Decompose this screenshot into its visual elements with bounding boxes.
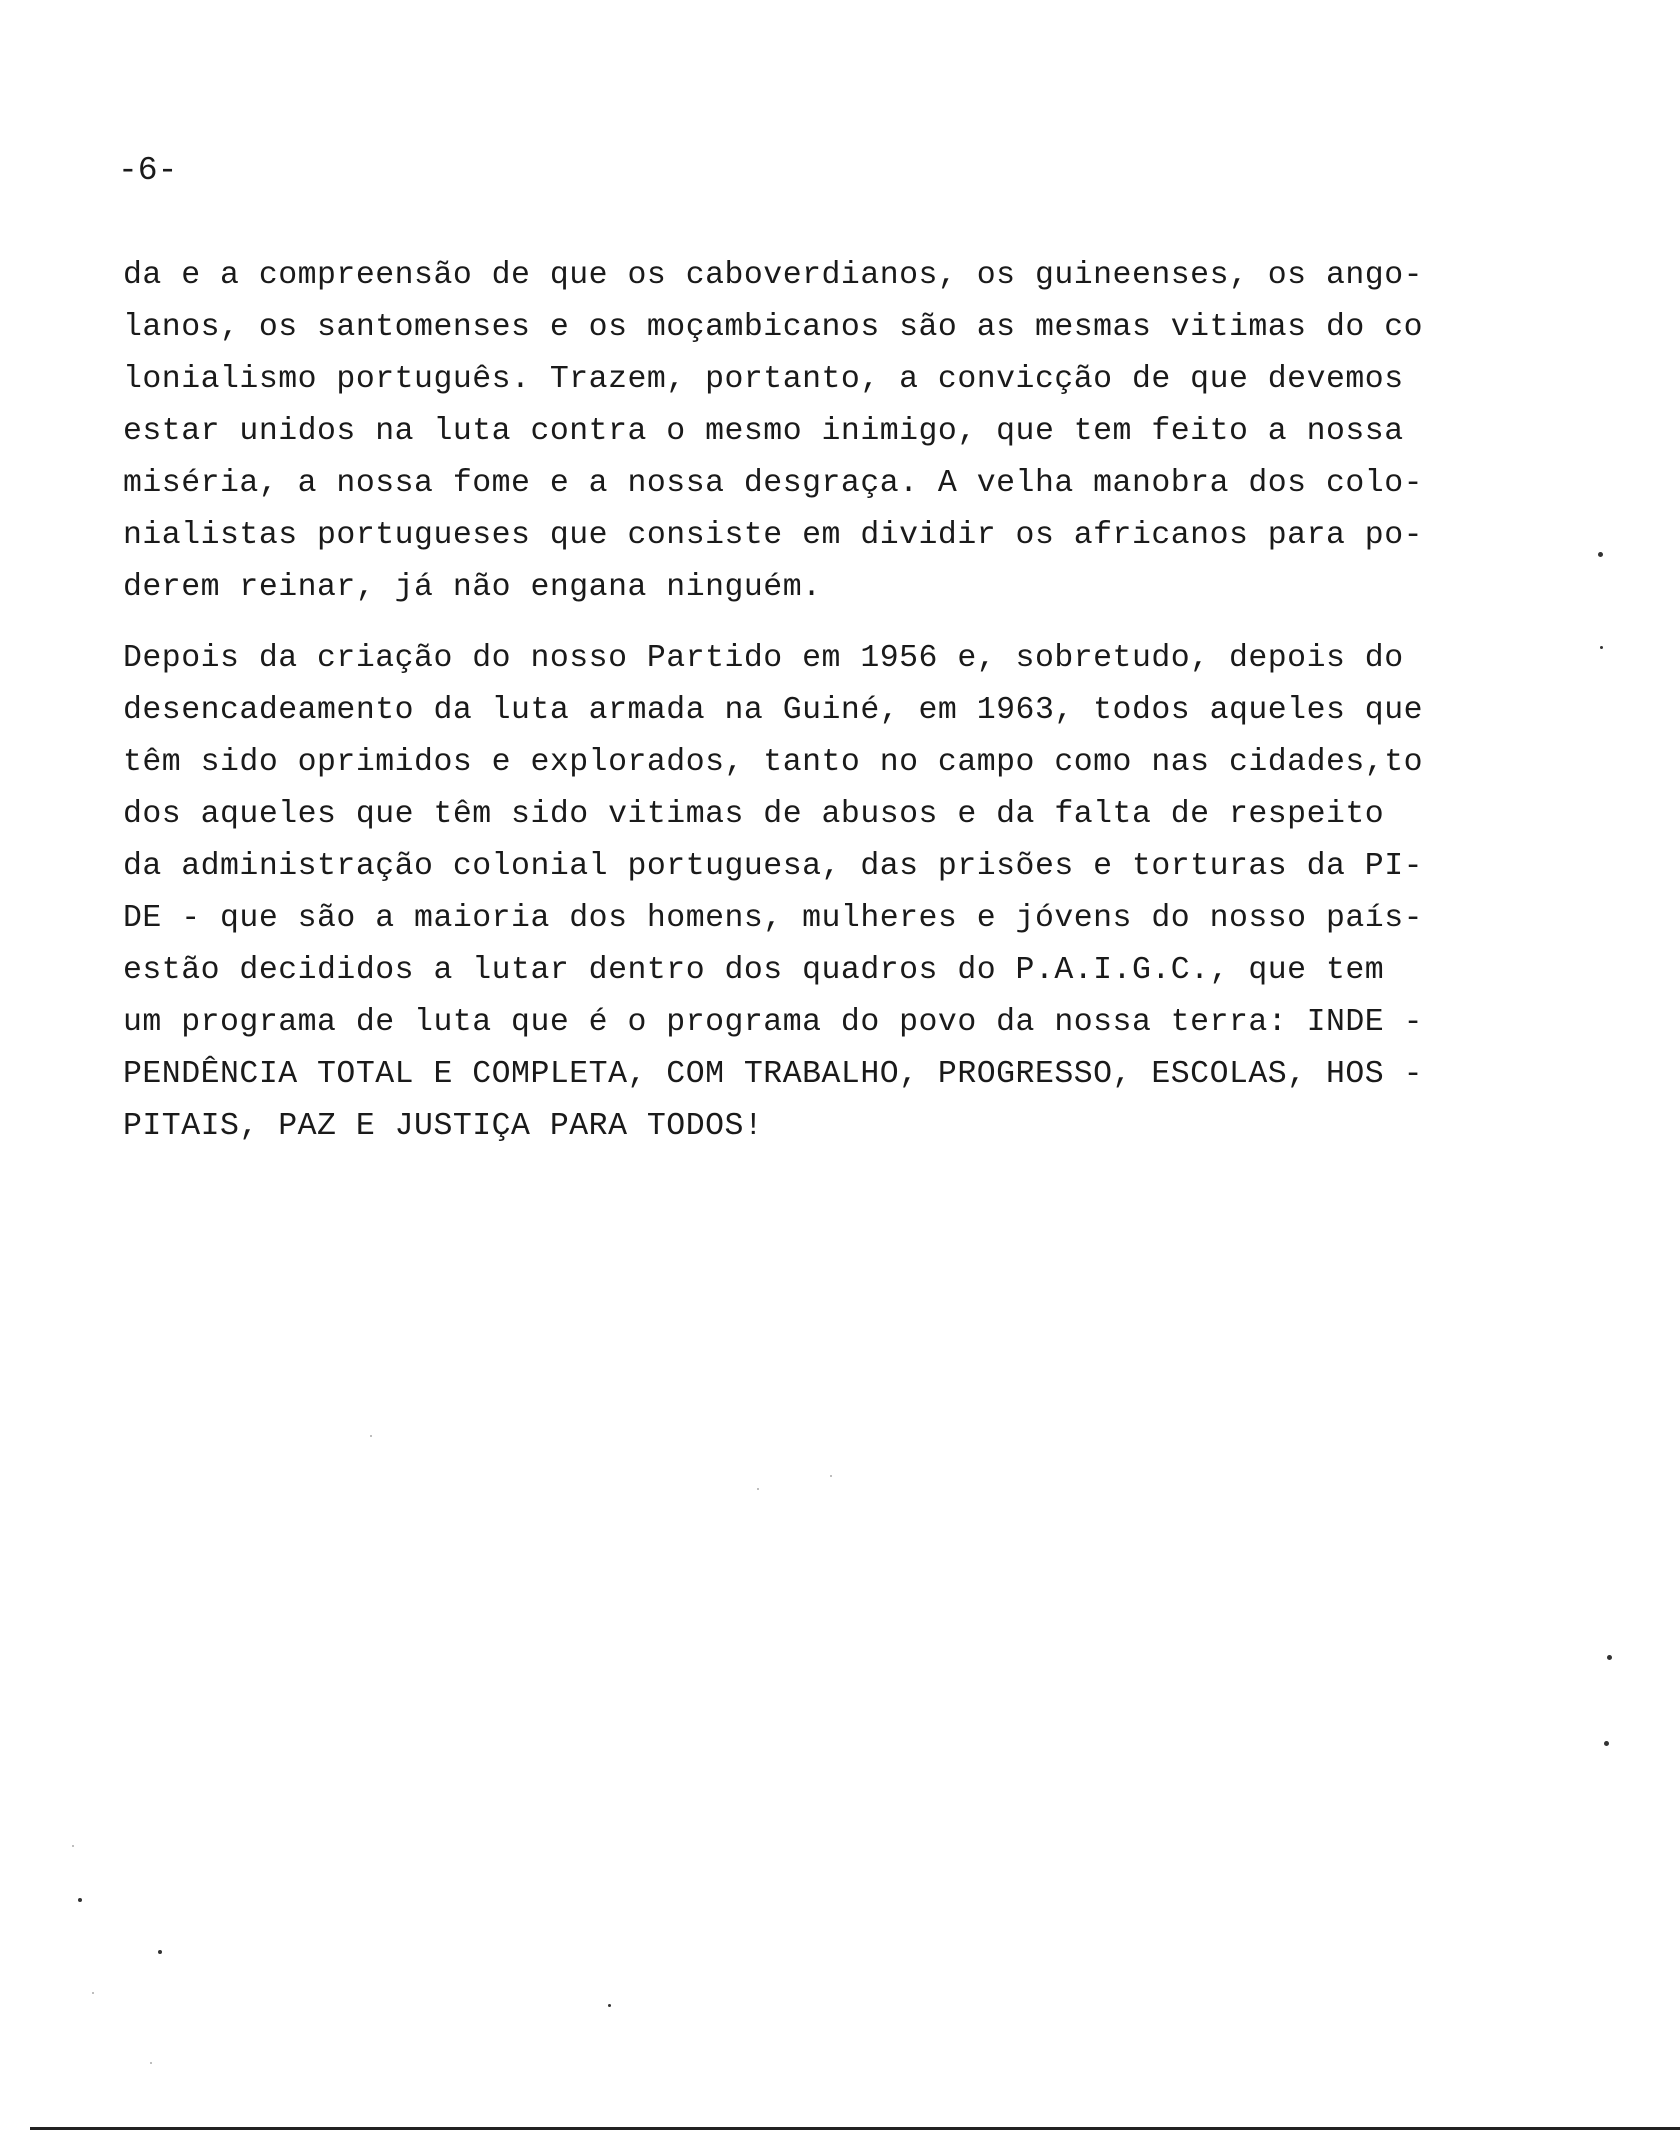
text-line: lonialismo português. Trazem, portanto, a convicção de que devemos (123, 362, 1404, 397)
scan-speck (757, 1488, 759, 1490)
scan-speck (150, 2062, 152, 2064)
text-line: Depois da criação do nosso Partido em 1956 e, sobretudo, depois do (123, 641, 1404, 676)
text-line: estar unidos na luta contra o mesmo inimigo, que tem feito a nossa (123, 414, 1404, 449)
text-line: desencadeamento da luta armada na Guiné, em 1963, todos aqueles que (123, 693, 1424, 728)
scan-speck (608, 2004, 611, 2007)
paragraph-2 (123, 633, 1503, 1153)
bottom-rule (30, 2127, 1680, 2130)
text-line: lanos, os santomenses e os moçambicanos são as mesmas vitimas do co (123, 310, 1424, 345)
scan-speck (830, 1475, 832, 1477)
scan-speck (72, 1845, 74, 1847)
scan-speck (1607, 1655, 1612, 1660)
text-line: da administração colonial portuguesa, das prisões e torturas da PI- (123, 849, 1424, 884)
scan-speck (370, 1435, 372, 1437)
scan-speck (78, 1898, 82, 1902)
page-number: -6- (118, 152, 178, 189)
text-line: estão decididos a lutar dentro dos quadros do P.A.I.G.C., que tem (123, 953, 1385, 988)
text-line: miséria, a nossa fome e a nossa desgraça. A velha manobra dos colo- (123, 466, 1424, 501)
text-line: DE - que são a maioria dos homens, mulheres e jóvens do nosso país- (123, 901, 1424, 936)
paragraph-1 (123, 250, 1503, 614)
text-line: têm sido oprimidos e explorados, tanto no campo como nas cidades,to (123, 745, 1424, 780)
scan-speck (1604, 1741, 1609, 1746)
scan-speck (158, 1950, 162, 1954)
text-line: PENDÊNCIA TOTAL E COMPLETA, COM TRABALHO, PROGRESSO, ESCOLAS, HOS - (123, 1057, 1424, 1092)
text-line: nialistas portugueses que consiste em dividir os africanos para po- (123, 518, 1424, 553)
scan-speck (1598, 552, 1603, 557)
text-line: PITAIS, PAZ E JUSTIÇA PARA TODOS! (123, 1109, 764, 1144)
text-line: da e a compreensão de que os caboverdianos, os guineenses, os ango- (123, 258, 1424, 293)
scan-speck (1600, 646, 1603, 649)
text-line: dos aqueles que têm sido vitimas de abusos e da falta de respeito (123, 797, 1385, 832)
scan-speck (92, 1992, 94, 1994)
text-line: um programa de luta que é o programa do povo da nossa terra: INDE - (123, 1005, 1424, 1040)
text-line: derem reinar, já não engana ninguém. (123, 570, 822, 605)
